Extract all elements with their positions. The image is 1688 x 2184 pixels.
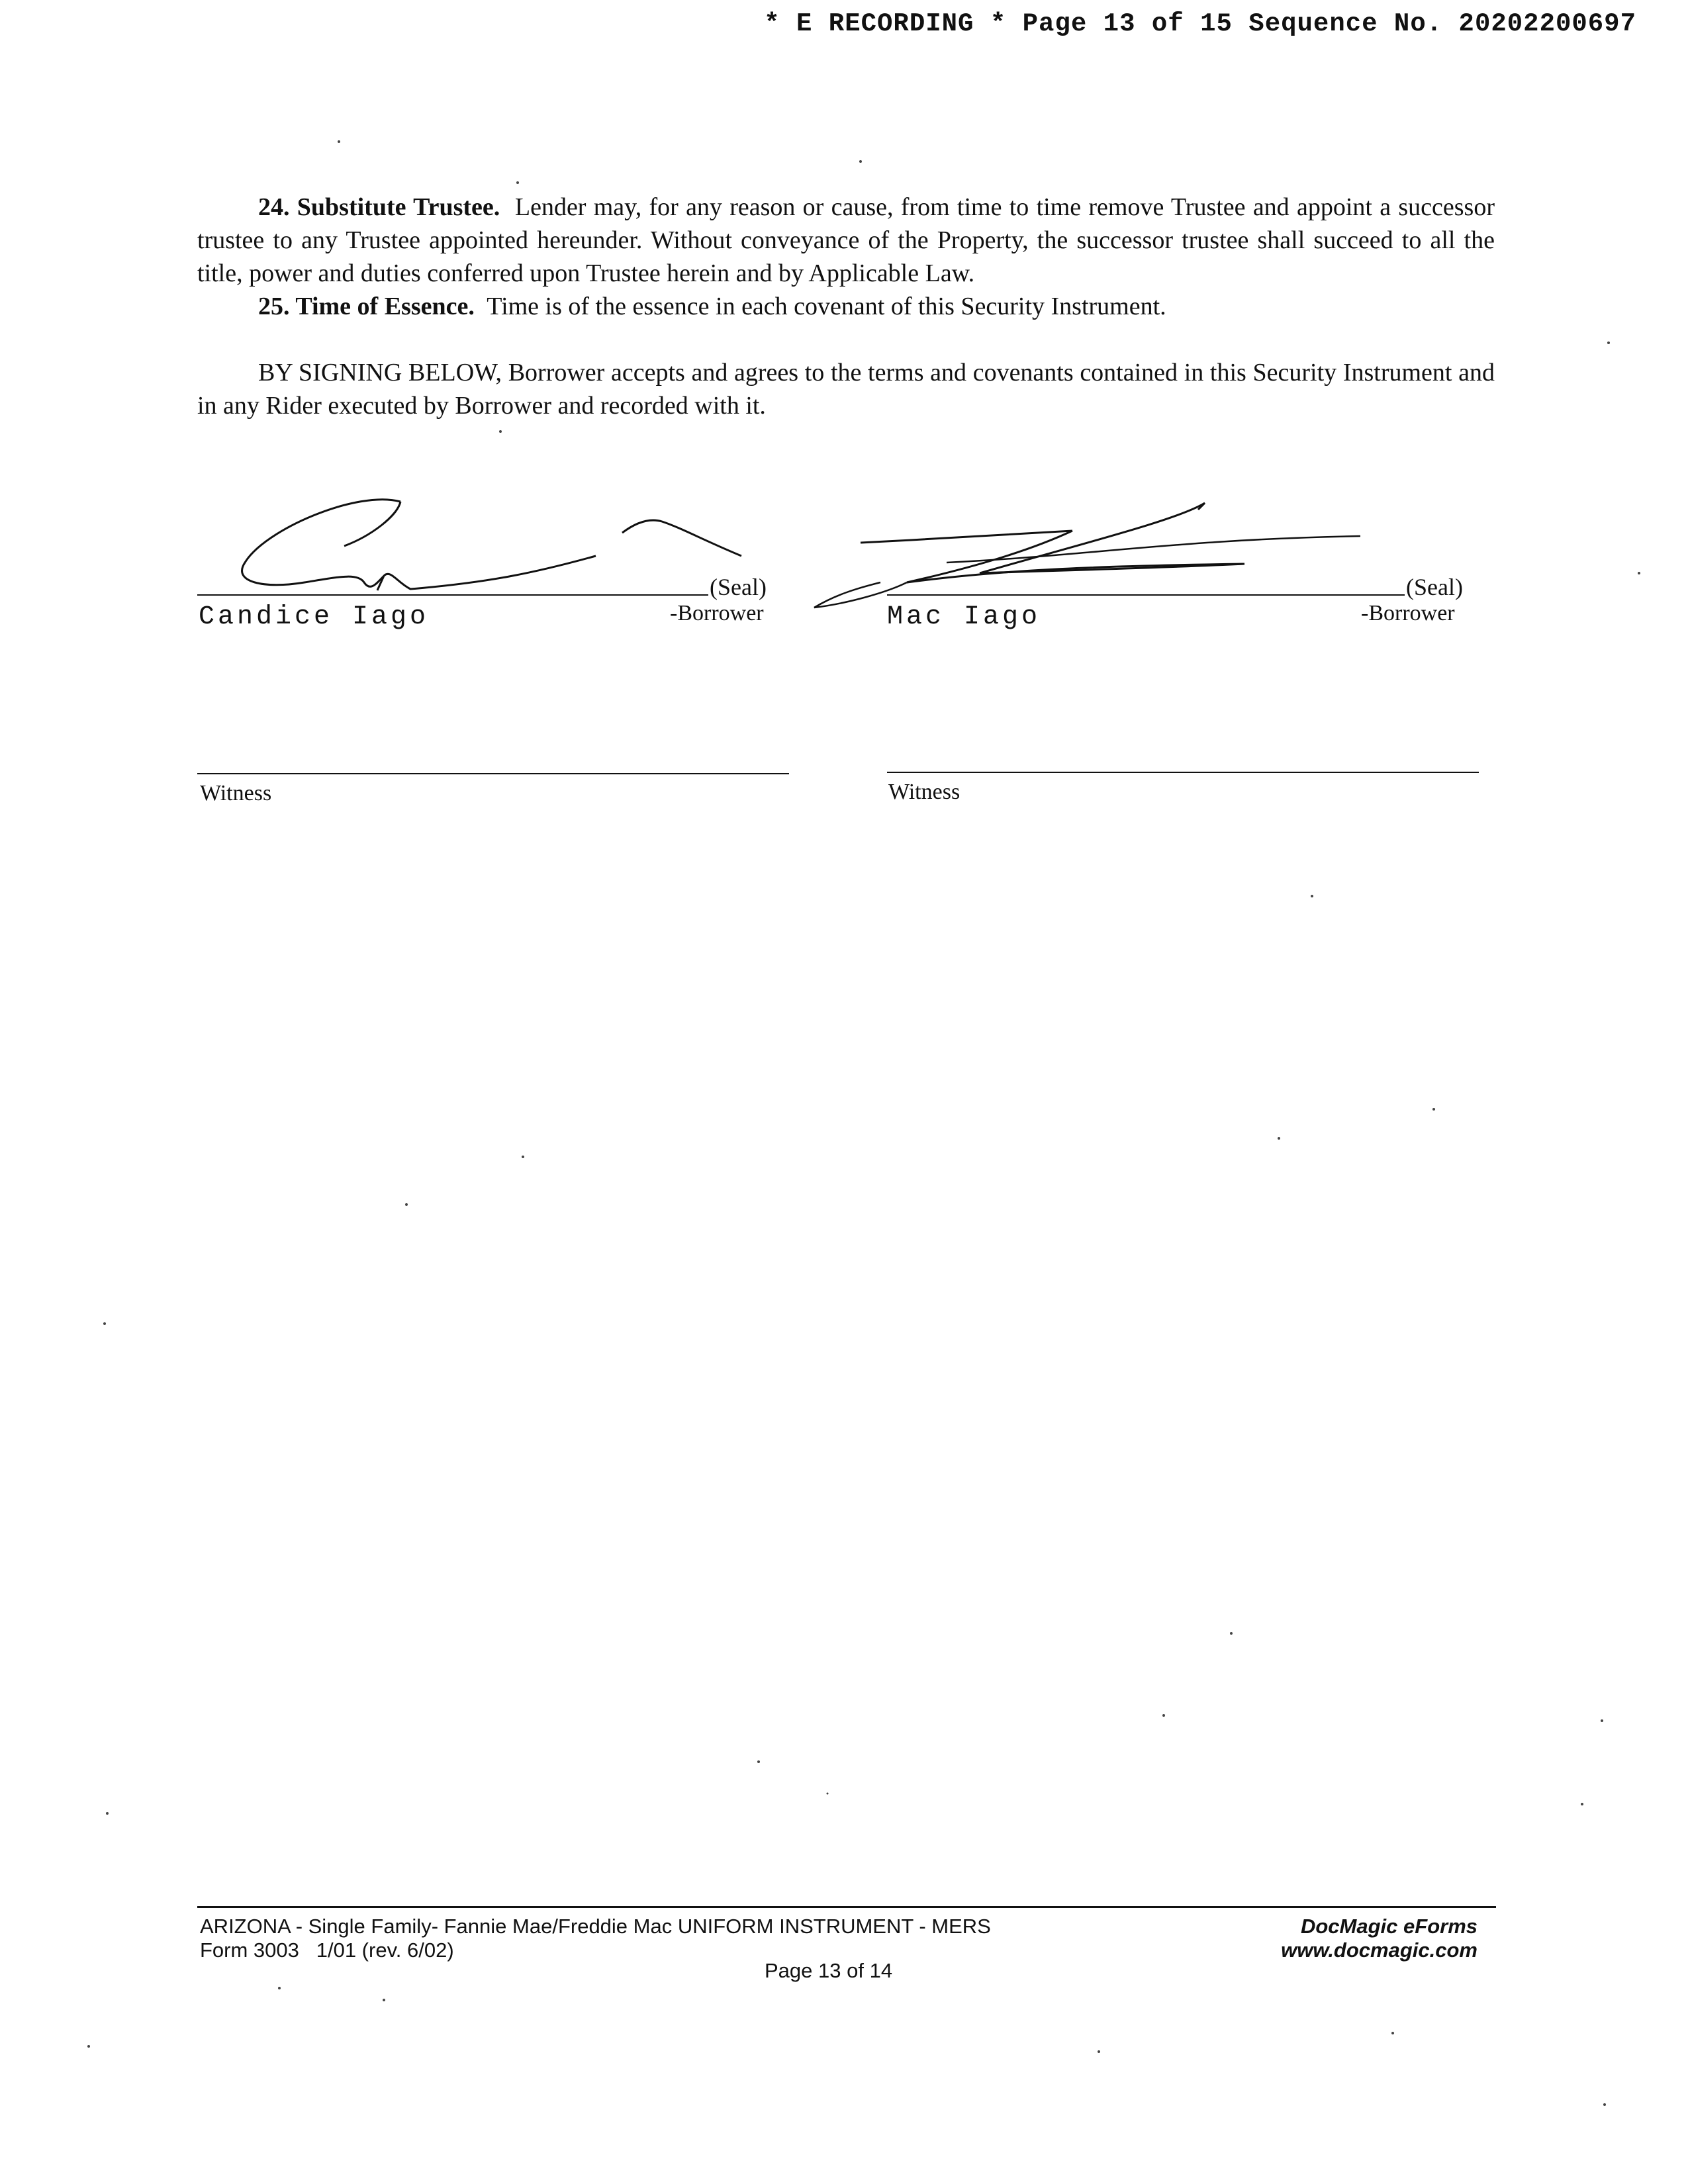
footer-form-line-1: ARIZONA - Single Family- Fannie Mae/Freddie Mac UNIFORM INSTRUMENT - MERS [200,1915,991,1938]
seal-label-right: (Seal) [1406,574,1463,600]
footer-page-number: Page 13 of 14 [765,1959,893,1982]
covenant-25-text: Time is of the essence in each covenant of this Security Instrument. [487,293,1166,320]
docmagic-logo: DocMagic [1300,1915,1398,1938]
footer-rule [197,1906,1496,1908]
footer-branding [1281,1915,1477,1962]
covenant-24-title: 24. Substitute Trustee. [258,193,500,221]
eforms-logo: eForms [1403,1915,1477,1938]
seal-label-left: (Seal) [710,574,767,600]
borrower-name-left: Candice Iago [199,602,430,632]
footer-form-line-2: Form 3003 1/01 (rev. 6/02) [200,1938,454,1962]
borrower-role-right: -Borrower [1361,601,1455,625]
footer-website: www.docmagic.com [1281,1938,1477,1962]
witness-label-left: Witness [200,781,272,805]
footer-form-info [200,1915,991,1962]
covenant-25-title: 25. Time of Essence. [258,293,475,320]
witness-label-right: Witness [888,780,961,804]
borrower-name-right: Mac Iago [887,602,1041,632]
borrower-role-left: -Borrower [670,601,764,625]
covenant-24-text: Lender may, for any reason or cause, from time to time remove Trustee and appoint a successor trustee to any Trustee appointed hereunder. Without conveyance of the Property, the successor trustee shall succeed to all the title, power and duties conferred upon Trustee herein and by Applicable Law. [197,193,1495,287]
recording-header: * E RECORDING * Page 13 of 15 Sequence No. 20202200697 [764,9,1636,38]
signing-statement: BY SIGNING BELOW, Borrower accepts and agrees to the terms and covenants contained in this Security Instrument and in any Rider executed by Borrower and recorded with it. [197,359,1495,420]
footer-brand [1281,1915,1477,1938]
